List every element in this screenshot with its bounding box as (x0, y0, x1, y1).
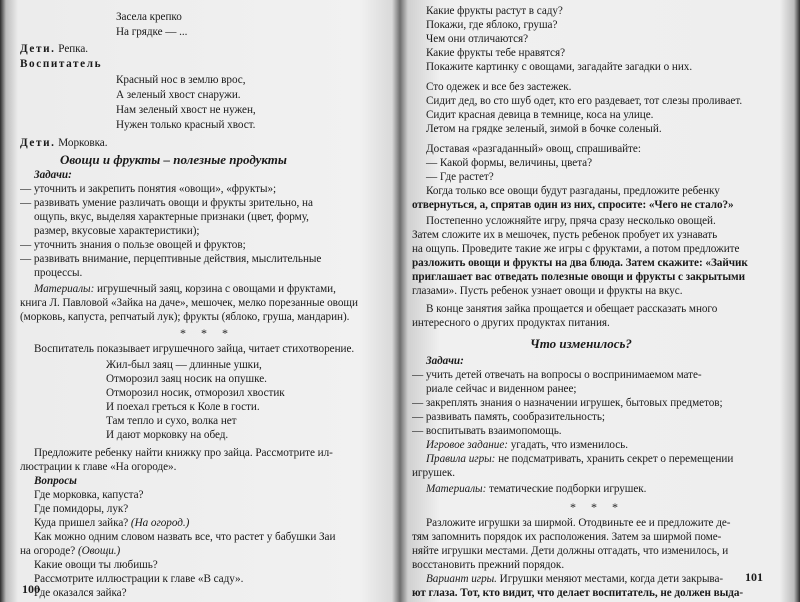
riddle: Сидит красная девица в темнице, коса на улице. (426, 109, 654, 121)
task-item: — закреплять знания о назначении игрушек, бытовых предметов; (412, 397, 723, 409)
paragraph-line: на ощупь. Проведите такие же игры с фруктами, а потом предложите (412, 243, 740, 255)
question: Где морковка, капуста? (34, 489, 144, 501)
poem-line: Жил-был заяц — длинные ушки, (106, 359, 262, 371)
tasks-label: Задачи: (426, 355, 464, 367)
paragraph-line: няйте игрушки местами. Дети должны отгадать, что изменилось, и (412, 545, 729, 557)
task-item: — развивать умение различать овощи и фрукты зрительно, на (20, 197, 313, 209)
task-item: процессы. (34, 267, 83, 279)
paragraph-line: отвернуться, а, спрятав один из них, спросите: «Чего не стало?» (412, 199, 734, 211)
right-page (412, 0, 784, 602)
variant-text: Игрушки меняют местами, когда дети закрыва- (496, 573, 724, 585)
materials-line (426, 482, 646, 496)
paragraph-line: интересного о других продуктах питания. (412, 317, 610, 329)
task-item: ощупь, вкус, выделяя характерные признаки (цвет, форму, (34, 211, 309, 223)
dialog-line: — Где растет? (426, 171, 494, 183)
task-item: — уточнить знания о пользе овощей и фруктов; (20, 239, 246, 251)
task-item: риале сейчас и виденном ранее; (426, 383, 577, 395)
dialog-line: Доставая «разгаданный» овощ, спрашивайте: (426, 143, 641, 155)
speaker-label: Дети. (20, 43, 56, 55)
question: Какие фрукты тебе нравятся? (426, 47, 565, 59)
materials-line (34, 282, 336, 296)
suggestion-text: Предложите ребенку найти книжку про зайца. Рассмотрите ил- (34, 447, 333, 459)
section-separator: * * * (570, 500, 624, 514)
materials-line: книга Л. Павловой «Зайка на даче», мешочек, мелко порезанные овощи (20, 297, 358, 309)
question (20, 544, 120, 558)
paragraph-line: Постепенно усложняйте игру, пряча сразу несколько овощей. (426, 215, 716, 227)
task-item: — развивать память, сообразительность; (412, 411, 605, 423)
answer-text: Морковка. (55, 137, 108, 149)
paragraph-line: приглашает вас отведать полезные овощи и фрукты с закрытыми (412, 271, 746, 283)
question: Как можно одним словом назвать все, что растет у бабушки Заи (34, 531, 336, 543)
materials-text: тематические подборки игрушек. (486, 483, 647, 495)
speaker-label: Дети. (20, 137, 56, 149)
paragraph-line: Когда только все овощи будут разгаданы, предложите ребенку (426, 185, 720, 197)
poem-line: Отморозил носик, отморозил хвостик (106, 387, 285, 399)
materials-line: (морковь, капуста, репчатый лук); фрукты (яблоко, груша, мандарин). (20, 311, 350, 323)
poem-line: На грядке — ... (116, 26, 188, 38)
materials-text: игрушечный заяц, корзина с овощами и фруктами, (94, 283, 336, 295)
game-task-line (426, 438, 628, 452)
rules-text: не подсматривать, хранить секрет о перемещении (495, 453, 734, 465)
question-answer: (Овощи.) (77, 545, 121, 557)
question-answer: (На огород.) (130, 517, 190, 529)
task-item: — развивать внимание, перцептивные действия, мыслительные (20, 253, 322, 265)
variant-line: ют глаза. Тот, кто видит, что делает воспитатель, не должен выда- (412, 587, 744, 599)
rules-label: Правила игры: (426, 453, 496, 465)
poem-line: Нам зеленый хвост не нужен, (116, 104, 256, 116)
dialog-line: — Какой формы, величины, цвета? (426, 157, 593, 169)
poem-line: И дают морковку на обед. (106, 429, 229, 441)
poem-line: Красный нос в землю врос, (116, 74, 246, 86)
task-item: размер, вкусовые характеристики); (34, 225, 200, 237)
variant-label: Вариант игры. (426, 573, 497, 585)
materials-label: Материалы: (34, 283, 95, 295)
suggestion-text: люстрации к главе «На огороде». (20, 461, 177, 473)
question: Покажи, где яблоко, груша? (426, 19, 558, 31)
rules-line (426, 452, 733, 466)
section-heading: Что изменилось? (530, 336, 632, 351)
poem-line: Нужен только красный хвост. (116, 119, 256, 131)
question (34, 516, 189, 530)
riddle: Сто одежек и все без застежек. (426, 81, 572, 93)
task-item: — учить детей отвечать на вопросы о воспринимаемом мате- (412, 369, 702, 381)
task-item: — воспитывать взаимопомощь. (412, 425, 562, 437)
intro-text: Воспитатель показывает игрушечного зайца, читает стихотворение. (34, 343, 355, 355)
question-text: на огороде? (20, 545, 78, 557)
materials-label: Материалы: (426, 483, 487, 495)
riddle: Сидит дед, во сто шуб одет, кто его раздевает, тот слезы проливает. (426, 95, 743, 107)
questions-label: Вопросы (34, 475, 77, 487)
children-answer (20, 42, 88, 56)
question: Где оказался зайка? (34, 587, 127, 599)
paragraph-line: глазами». Пусть ребенок узнает овощи и фрукты на вкус. (412, 285, 683, 297)
variant-line (426, 572, 723, 586)
task-item: — уточнить и закрепить понятия «овощи», «фрукты»; (20, 183, 277, 195)
page-number: 100 (22, 582, 40, 596)
paragraph-line: разложить овощи и фрукты на два блюда. Затем скажите: «Зайчик (412, 257, 748, 269)
poem-line: Отморозил заяц носик на опушке. (106, 373, 267, 385)
question: Где помидоры, лук? (34, 503, 129, 515)
game-task-label: Игровое задание: (426, 439, 508, 451)
paragraph-line: Разложите игрушки за ширмой. Отодвиньте ее и предложите де- (426, 517, 731, 529)
page-number: 101 (742, 570, 766, 585)
poem-line: А зеленый хвост снаружи. (116, 89, 241, 101)
riddle: Летом на грядке зеленый, зимой в бочке соленый. (426, 123, 662, 135)
question: Какие фрукты растут в саду? (426, 5, 563, 17)
poem-line: И поехал греться к Коле в гости. (106, 401, 260, 413)
question: Покажите картинку с овощами, загадайте загадки о них. (426, 61, 693, 73)
children-answer (20, 136, 107, 150)
tasks-label: Задачи: (34, 169, 72, 181)
left-page (20, 0, 382, 602)
question: Рассмотрите иллюстрации к главе «В саду». (34, 573, 244, 585)
answer-text: Репка. (55, 43, 89, 55)
paragraph-line: тям запомнить порядок их расположения. Затем за ширмой поме- (412, 531, 722, 543)
question-text: Куда пришел зайка? (34, 517, 131, 529)
poem-line: Засела крепко (116, 11, 182, 23)
teacher-label: Воспитатель (20, 58, 103, 70)
paragraph-line: восстановить прежний порядок. (412, 559, 565, 571)
question: Чем они отличаются? (426, 33, 529, 45)
section-separator: * * * (180, 326, 234, 340)
poem-line: Там тепло и сухо, волка нет (106, 415, 237, 427)
rules-line: игрушек. (412, 467, 456, 479)
section-heading: Овощи и фрукты – полезные продукты (60, 152, 287, 167)
paragraph-line: В конце занятия зайка прощается и обещает рассказать много (426, 303, 718, 315)
paragraph-line: Затем сложите их в мешочек, пусть ребенок пробует их узнавать (412, 229, 718, 241)
game-task-text: угадать, что изменилось. (507, 439, 628, 451)
question: Какие овощи ты любишь? (34, 559, 158, 571)
